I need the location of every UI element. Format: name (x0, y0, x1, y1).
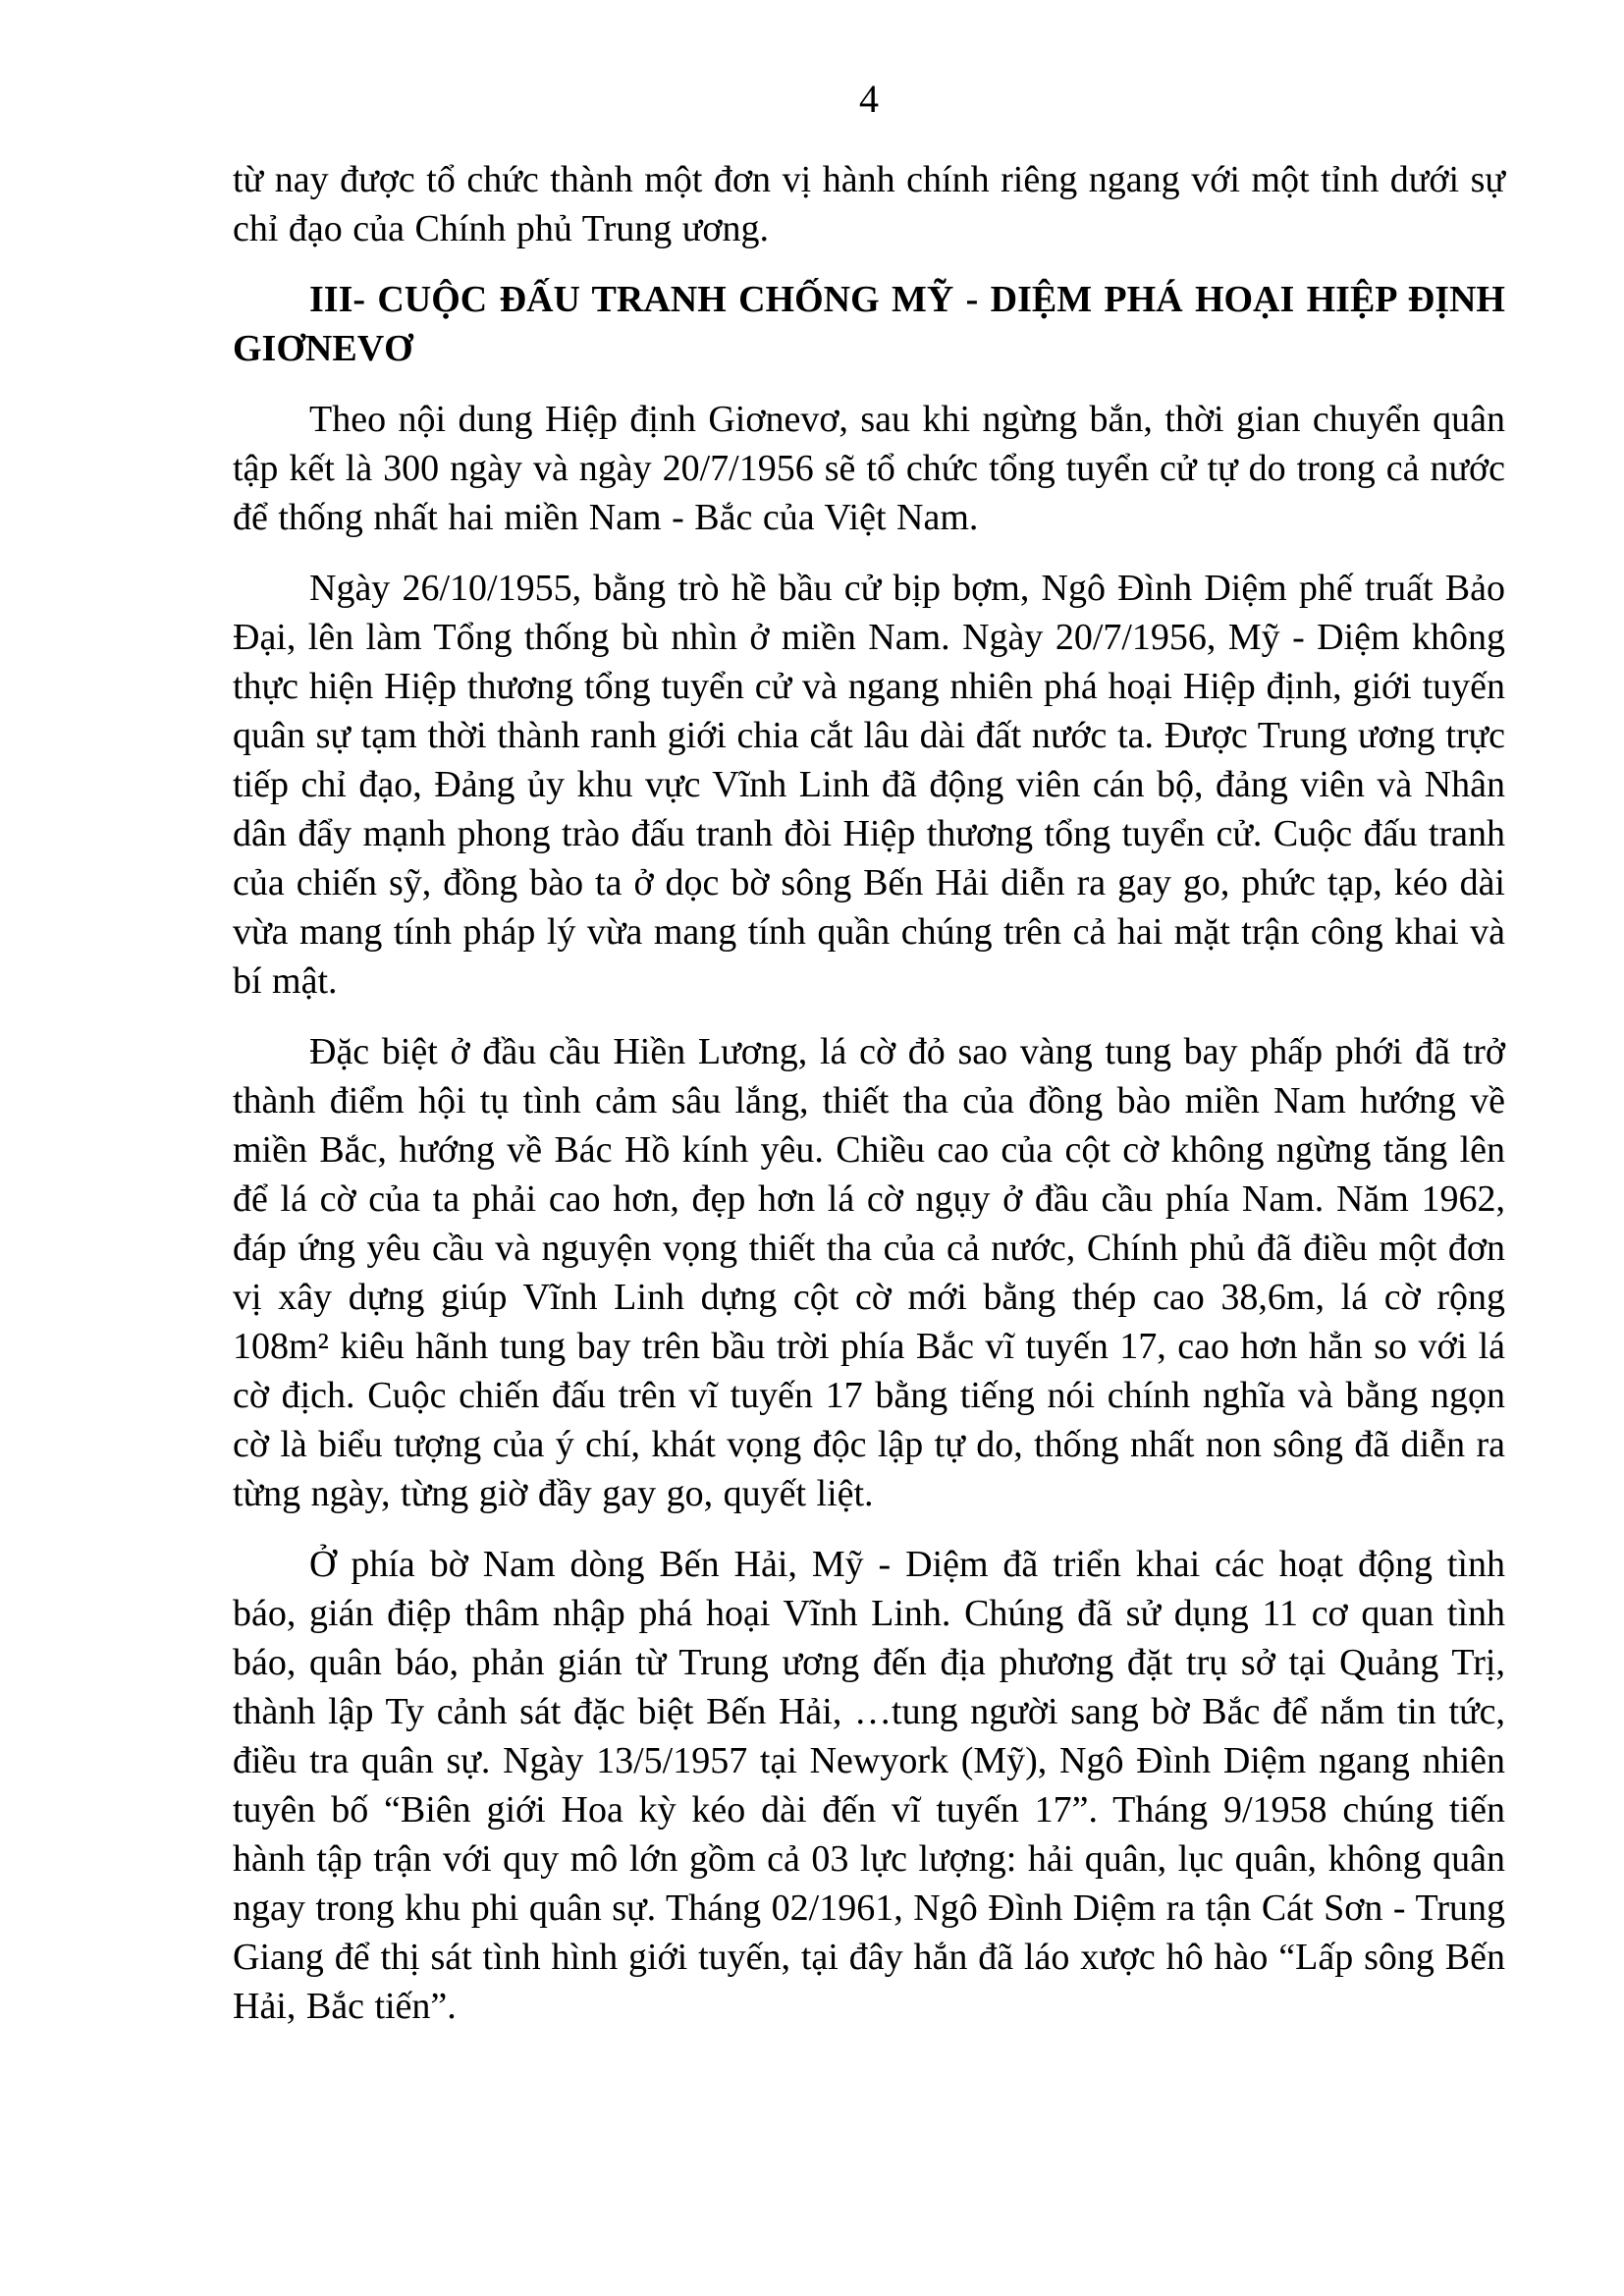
paragraph-election-sabotage: Ngày 26/10/1955, bằng trò hề bầu cử bịp bợm, Ngô Đình Diệm phế truất Bảo Đại, lên làm Tổng thống bù nhìn ở miền Nam. Ngày 20/7/1956, Mỹ - Diệm không thực hiện Hiệp thương tổng tuyển cử và ngang nhiên phá hoại Hiệp định, giới tuyến quân sự tạm thời thành ranh giới chia cắt lâu dài đất nước ta. Được Trung ương trực tiếp chỉ đạo, Đảng ủy khu vực Vĩnh Linh đã động viên cán bộ, đảng viên và Nhân dân đẩy mạnh phong trào đấu tranh đòi Hiệp thương tổng tuyển cử. Cuộc đấu tranh của chiến sỹ, đồng bào ta ở dọc bờ sông Bến Hải diễn ra gay go, phức tạp, kéo dài vừa mang tính pháp lý vừa mang tính quần chúng trên cả hai mặt trận công khai và bí mật. (233, 568, 1505, 1002)
paragraph-south-bank-espionage: Ở phía bờ Nam dòng Bến Hải, Mỹ - Diệm đã triển khai các hoạt động tình báo, gián điệp thâm nhập phá hoại Vĩnh Linh. Chúng đã sử dụng 11 cơ quan tình báo, quân báo, phản gián từ Trung ương đến địa phương đặt trụ sở tại Quảng Trị, thành lập Ty cảnh sát đặc biệt Bến Hải, …tung người sang bờ Bắc để nắm tin tức, điều tra quân sự. Ngày 13/5/1957 tại Newyork (Mỹ), Ngô Đình Diệm ngang nhiên tuyên bố “Biên giới Hoa kỳ kéo dài đến vĩ tuyến 17”. Tháng 9/1958 chúng tiến hành tập trận với quy mô lớn gồm cả 03 lực lượng: hải quân, lục quân, không quân ngay trong khu phi quân sự. Tháng 02/1961, Ngô Đình Diệm ra tận Cát Sơn - Trung Giang để thị sát tình hình giới tuyến, tại đây hắn đã láo xược hô hào “Lấp sông Bến Hải, Bắc tiến”. (233, 1544, 1505, 2027)
document-content (233, 155, 1505, 2031)
section-heading: III- CUỘC ĐẤU TRANH CHỐNG MỸ - DIỆM PHÁ HOẠI HIỆP ĐỊNH GIƠNEVƠ (233, 279, 1505, 369)
paragraph-geneva-accords: Theo nội dung Hiệp định Giơnevơ, sau khi ngừng bắn, thời gian chuyển quân tập kết là 300 ngày và ngày 20/7/1956 sẽ tổ chức tổng tuyển cử tự do trong cả nước để thống nhất hai miền Nam - Bắc của Việt Nam. (233, 399, 1505, 538)
paragraph-hien-luong-flag: Đặc biệt ở đầu cầu Hiền Lương, lá cờ đỏ sao vàng tung bay phấp phới đã trở thành điểm hội tụ tình cảm sâu lắng, thiết tha của đồng bào miền Nam hướng về miền Bắc, hướng về Bác Hồ kính yêu. Chiều cao của cột cờ không ngừng tăng lên để lá cờ của ta phải cao hơn, đẹp hơn lá cờ ngụy ở đầu cầu phía Nam. Năm 1962, đáp ứng yêu cầu và nguyện vọng thiết tha của cả nước, Chính phủ đã điều một đơn vị xây dựng giúp Vĩnh Linh dựng cột cờ mới bằng thép cao 38,6m, lá cờ rộng 108m² kiêu hãnh tung bay trên bầu trời phía Bắc vĩ tuyến 17, cao hơn hẳn so với lá cờ địch. Cuộc chiến đấu trên vĩ tuyến 17 bằng tiếng nói chính nghĩa và bằng ngọn cờ là biểu tượng của ý chí, khát vọng độc lập tự do, thống nhất non sông đã diễn ra từng ngày, từng giờ đầy gay go, quyết liệt. (233, 1031, 1505, 1514)
page-number: 4 (859, 77, 879, 121)
paragraph-continuation: từ nay được tổ chức thành một đơn vị hành chính riêng ngang với một tỉnh dưới sự chỉ đạo của Chính phủ Trung ương. (233, 159, 1505, 249)
